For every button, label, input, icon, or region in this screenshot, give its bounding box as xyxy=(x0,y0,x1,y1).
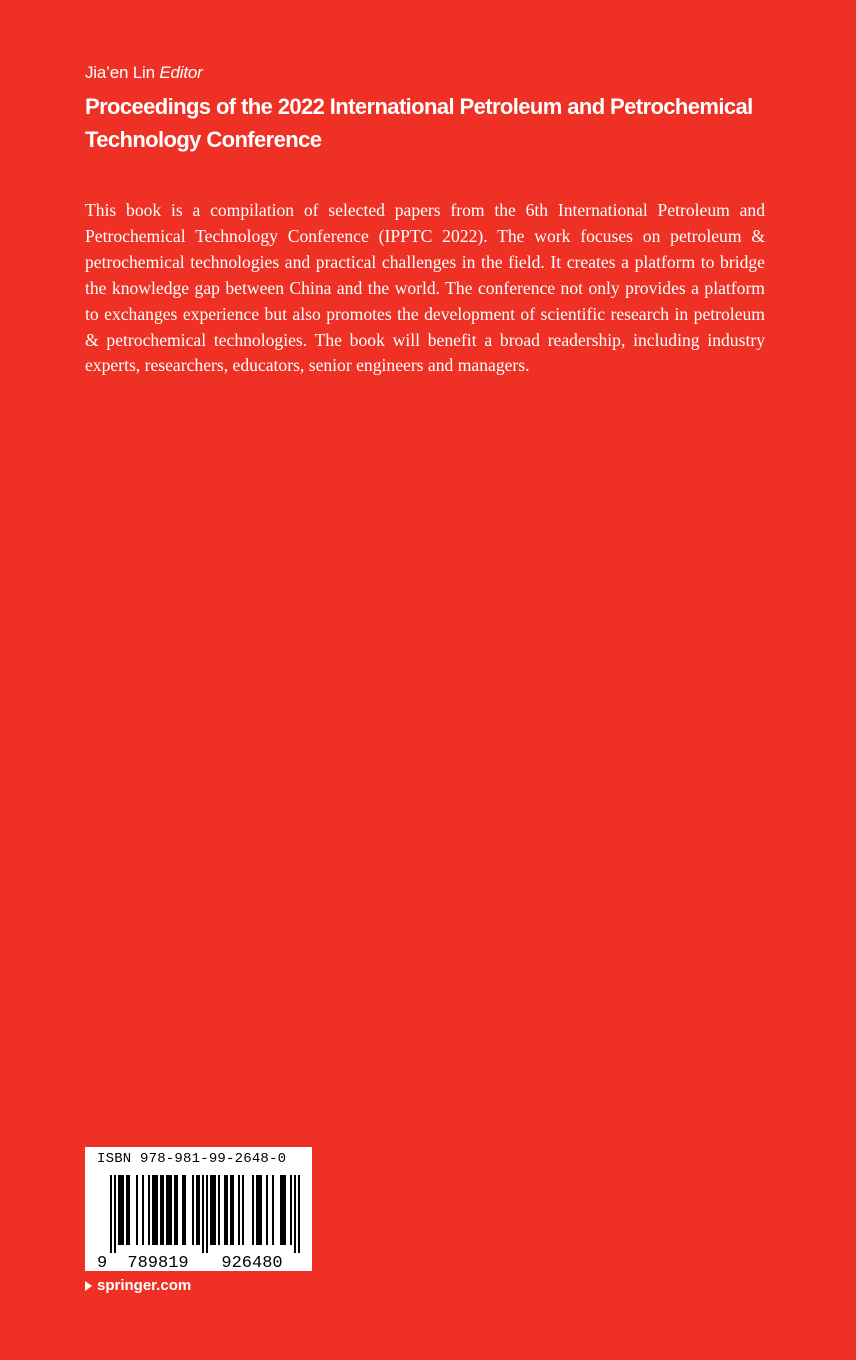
barcode-bar xyxy=(238,1175,240,1245)
barcode-bar xyxy=(170,1175,172,1245)
barcode-bar xyxy=(232,1175,234,1245)
barcode-bar xyxy=(160,1175,162,1245)
barcode-bar xyxy=(258,1175,260,1245)
barcode-bar xyxy=(242,1175,244,1245)
barcode-bar xyxy=(214,1175,216,1245)
barcode-guard-bar xyxy=(298,1175,300,1253)
barcode-bar xyxy=(148,1175,150,1245)
barcode-bar xyxy=(136,1175,138,1245)
barcode-bar xyxy=(182,1175,184,1245)
barcode-bar xyxy=(120,1175,122,1245)
barcode-bar xyxy=(156,1175,158,1245)
barcode-bar xyxy=(128,1175,130,1245)
barcode-bar xyxy=(210,1175,212,1245)
barcode-first-digit: 9 xyxy=(97,1254,108,1271)
book-description: This book is a compilation of selected papers from the 6th International Petroleum and Petrochemical Technology Conference (IPPTC 2022). The work focuses on petroleum & petrochemical technologies and practical challenges in the field. It creates a platform to bridge the knowledge gap between China and the world. The conference not only provides a platform to exchanges experience but also promotes the development of scientific research in petroleum & petrochemical technologies. The book will benefit a broad readership, including industry experts, researchers, educators, senior engineers and managers. xyxy=(85,200,765,376)
barcode-guard-bar xyxy=(294,1175,296,1253)
editor-name: Jia’en Lin xyxy=(85,63,155,82)
barcode-bar xyxy=(260,1175,262,1245)
barcode-bar xyxy=(198,1175,200,1245)
barcode-bar xyxy=(212,1175,214,1245)
springer-website-link[interactable] xyxy=(85,1276,191,1296)
barcode-bar xyxy=(290,1175,292,1245)
barcode-graphic xyxy=(85,1147,312,1271)
barcode-bar xyxy=(126,1175,128,1245)
barcode-left-digits: 789819 xyxy=(127,1254,189,1271)
springer-link-label: springer.com xyxy=(97,1277,192,1294)
editor-credit xyxy=(85,62,203,84)
barcode-bar xyxy=(168,1175,170,1245)
barcode-bar xyxy=(196,1175,198,1245)
barcode-bar xyxy=(162,1175,164,1245)
barcode-bar xyxy=(192,1175,194,1245)
barcode-bar xyxy=(154,1175,156,1245)
barcode-guard-bar xyxy=(206,1175,208,1253)
barcode-bar xyxy=(152,1175,154,1245)
isbn-barcode xyxy=(85,1147,312,1271)
barcode-bar xyxy=(166,1175,168,1245)
barcode-bar xyxy=(224,1175,226,1245)
barcode-bar xyxy=(122,1175,124,1245)
barcode-bar xyxy=(184,1175,186,1245)
barcode-bar xyxy=(218,1175,220,1245)
barcode-bar xyxy=(252,1175,254,1245)
editor-role: Editor xyxy=(159,63,203,82)
barcode-guard-bar xyxy=(110,1175,112,1253)
barcode-bar xyxy=(230,1175,232,1245)
barcode-bar xyxy=(266,1175,268,1245)
barcode-guard-bar xyxy=(114,1175,116,1253)
barcode-bar xyxy=(272,1175,274,1245)
book-title: Proceedings of the 2022 International Petroleum and Petrochemical Technology Conference xyxy=(85,94,753,152)
triangle-right-icon xyxy=(85,1281,92,1291)
barcode-bar xyxy=(226,1175,228,1245)
barcode-bar xyxy=(176,1175,178,1245)
barcode-bar xyxy=(174,1175,176,1245)
isbn-label: ISBN 978-981-99-2648-0 xyxy=(97,1151,287,1167)
barcode-bar xyxy=(282,1175,284,1245)
barcode-bar xyxy=(142,1175,144,1245)
barcode-bar xyxy=(280,1175,282,1245)
barcode-bar xyxy=(256,1175,258,1245)
barcode-right-digits: 926480 xyxy=(221,1254,283,1271)
barcode-bar xyxy=(284,1175,286,1245)
barcode-bar xyxy=(118,1175,120,1245)
barcode-guard-bar xyxy=(202,1175,204,1253)
